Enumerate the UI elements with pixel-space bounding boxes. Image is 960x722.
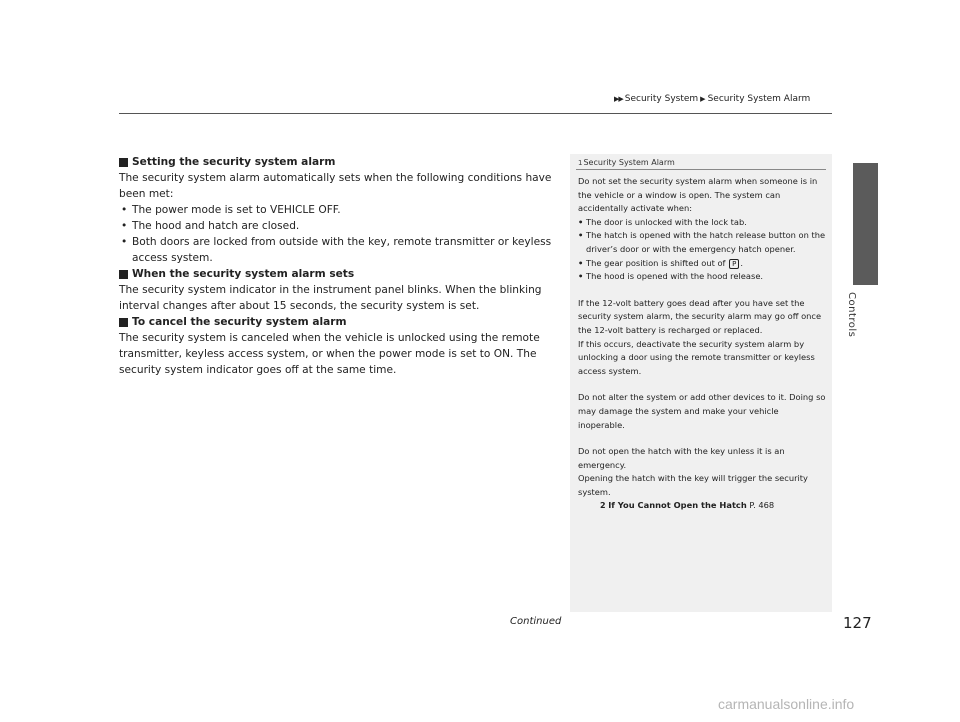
- header-divider: [119, 113, 832, 114]
- sidebar-body: [578, 175, 826, 513]
- breadcrumb: [614, 94, 810, 104]
- list-item: • The hood and hatch are closed.: [119, 218, 559, 234]
- xref-link[interactable]: If You Cannot Open the Hatch: [608, 500, 747, 511]
- list-item: • Both doors are locked from outside with the key, remote transmitter or keyless access system.: [119, 234, 559, 266]
- list-item: • The gear position is shifted out of P .: [578, 257, 826, 271]
- activation-list: [578, 216, 826, 284]
- square-bullet-icon: [119, 270, 128, 279]
- section-heading-setting: [119, 154, 559, 170]
- continued-label: Continued: [510, 616, 562, 627]
- gear-text: The gear position is shifted out of: [586, 257, 726, 268]
- page-number: 127: [843, 614, 872, 632]
- breadcrumb-item-security-system-alarm[interactable]: Security System Alarm: [707, 94, 811, 104]
- xref-page: P. 468: [749, 500, 775, 511]
- conditions-list: [119, 202, 559, 266]
- list-item: • The hood is opened with the hood release.: [578, 270, 826, 284]
- chapter-tab: [853, 163, 878, 285]
- park-symbol-icon: P: [729, 259, 739, 269]
- hatch-trigger-note: Opening the hatch with the key will trigger the security system.: [578, 473, 808, 497]
- triangle-right-icon: ▶: [700, 95, 706, 103]
- square-bullet-icon: [119, 158, 128, 167]
- section-heading-when-sets: [119, 266, 559, 282]
- list-item: • The door is unlocked with the lock tab.: [578, 216, 826, 230]
- note-number: 1: [578, 158, 583, 167]
- sidebar-title-text: Security System Alarm: [583, 158, 675, 167]
- sidebar-intro: Do not set the security system alarm when someone is in the vehicle or a window is open. The system can accidentally activate when:: [578, 176, 818, 214]
- sidebar-divider: [576, 169, 826, 170]
- battery-paragraph-2: If this occurs, deactivate the security system alarm by unlocking a door using the remote transmitter or keyless access system.: [578, 338, 815, 376]
- breadcrumb-item-security-system[interactable]: Security System: [624, 94, 699, 104]
- cancel-body: The security system is canceled when the vehicle is unlocked using the remote transmitter, keyless access system, or when the power mode is set to ON. The security system indicator goes off at the same time.: [119, 332, 540, 376]
- cross-reference[interactable]: [578, 499, 826, 513]
- notes-sidebar: [570, 154, 832, 612]
- setting-intro: The security system alarm automatically sets when the following conditions have been met:: [119, 172, 552, 200]
- reference-arrow-icon: 2: [600, 501, 606, 511]
- when-sets-body: The security system indicator in the instrument panel blinks. When the blinking interval changes after about 15 seconds, the security system is set.: [119, 284, 542, 312]
- watermark: carmanualsonline.info: [718, 696, 855, 712]
- section-heading-cancel: [119, 314, 559, 330]
- heading-text: When the security system alarm sets: [132, 268, 355, 280]
- list-item: • The power mode is set to VEHICLE OFF.: [119, 202, 559, 218]
- heading-text: To cancel the security system alarm: [132, 316, 347, 328]
- list-item: • The hatch is opened with the hatch release button on the driver’s door or with the emergency hatch opener.: [578, 229, 826, 256]
- sidebar-title: [578, 158, 675, 167]
- square-bullet-icon: [119, 318, 128, 327]
- battery-paragraph: If the 12-volt battery goes dead after you have set the security system alarm, the security alarm may go off once the 12-volt battery is recharged or replaced.: [578, 297, 822, 335]
- double-triangle-right-icon: ▶▶: [614, 95, 623, 103]
- heading-text: Setting the security system alarm: [132, 156, 336, 168]
- chapter-label: Controls: [846, 292, 857, 338]
- alter-warning: Do not alter the system or add other devices to it. Doing so may damage the system and make your vehicle inoperable.: [578, 392, 826, 430]
- hatch-warning: Do not open the hatch with the key unless it is an emergency.: [578, 446, 785, 470]
- main-content: [119, 154, 559, 378]
